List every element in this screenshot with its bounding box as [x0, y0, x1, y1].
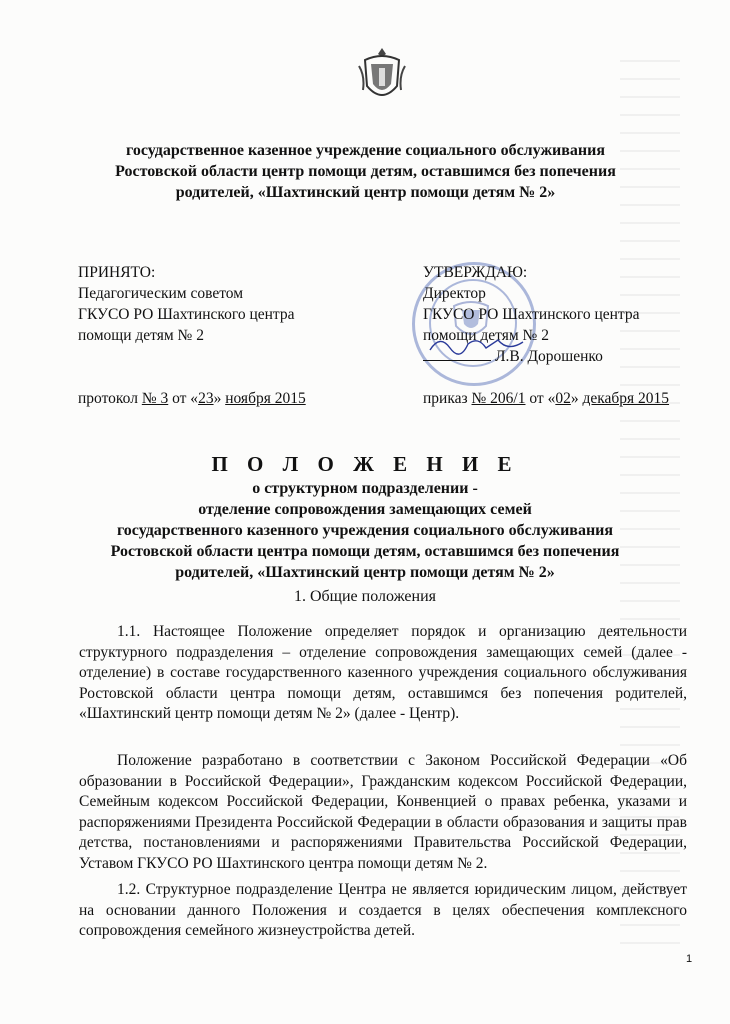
accepted-line: Педагогическим советом: [78, 285, 244, 302]
document-title: П О Л О Ж Е Н И Е: [211, 452, 519, 476]
accepted-line: ГКУСО РО Шахтинского центра: [78, 306, 295, 323]
page-number: 1: [686, 953, 693, 965]
header-line: государственное казенное учреждение социального обслуживания: [125, 142, 605, 159]
approved-title: УТВЕРЖДАЮ:: [423, 264, 528, 281]
paragraph: 1.2. Структурное подразделение Центра не является юридическим лицом, действует на основании данного Положения и создается в целях обеспечения комплексного сопровождения семейного жизнеустройства детей.: [79, 881, 687, 939]
order-line: приказ № 206/1 от «02» декабря 2015: [423, 390, 670, 407]
accepted-title: ПРИНЯТО:: [78, 264, 156, 281]
institution-header: [88, 140, 643, 203]
approved-line: ГКУСО РО Шахтинского центра: [423, 306, 640, 323]
coat-of-arms-icon: [357, 46, 407, 108]
approved-line: Директор: [423, 285, 486, 302]
handwritten-signature: [428, 332, 548, 356]
signer-line: Л.В. Дорошенко: [423, 346, 669, 367]
section-heading: 1. Общие положения: [293, 588, 437, 605]
document-subtitle: о структурном подразделении - отделение сопровождения замещающих семей государственного казенного учреждения социального обслуживания Ростовской области центра помощи детям, оставшимся без попечения родителей, «Шахтинский центр помощи детям № 2»: [110, 480, 620, 581]
accepted-block: [78, 262, 306, 409]
approved-line: помощи детям № 2: [423, 327, 549, 344]
header-line: Ростовской области центр помощи детям, оставшимся без попечения: [115, 163, 616, 180]
paragraph: Положение разработано в соответствии с Законом Российской Федерации «Об образовании в Российской Федерации», Гражданским кодексом Российской Федерации, Семейным кодексом Российской Федерации, Конвенцией о правах ребенка, указами и распоряжениями Президента Российской Федерации в области образования и защиты прав детства, постановлениями и распоряжениями Правительства Российской Федерации, Уставом ГКУСО РО Шахтинского центра помощи детям № 2.: [79, 752, 687, 872]
protocol-line: протокол № 3 от «23» ноября 2015: [78, 390, 306, 407]
accepted-line: помощи детям № 2: [78, 327, 204, 344]
paragraph: 1.1. Настоящее Положение определяет порядок и организацию деятельности структурного подразделения – отделение сопровождения замещающих семей (далее - отделение) в составе государственного казенного учреждения социального обслуживания Ростовской области центра помощи детям, оставшимся без попечения родителей, «Шахтинский центр помощи детям № 2» (далее - Центр).: [79, 623, 687, 722]
header-line: родителей, «Шахтинский центр помощи детям № 2»: [175, 184, 556, 201]
